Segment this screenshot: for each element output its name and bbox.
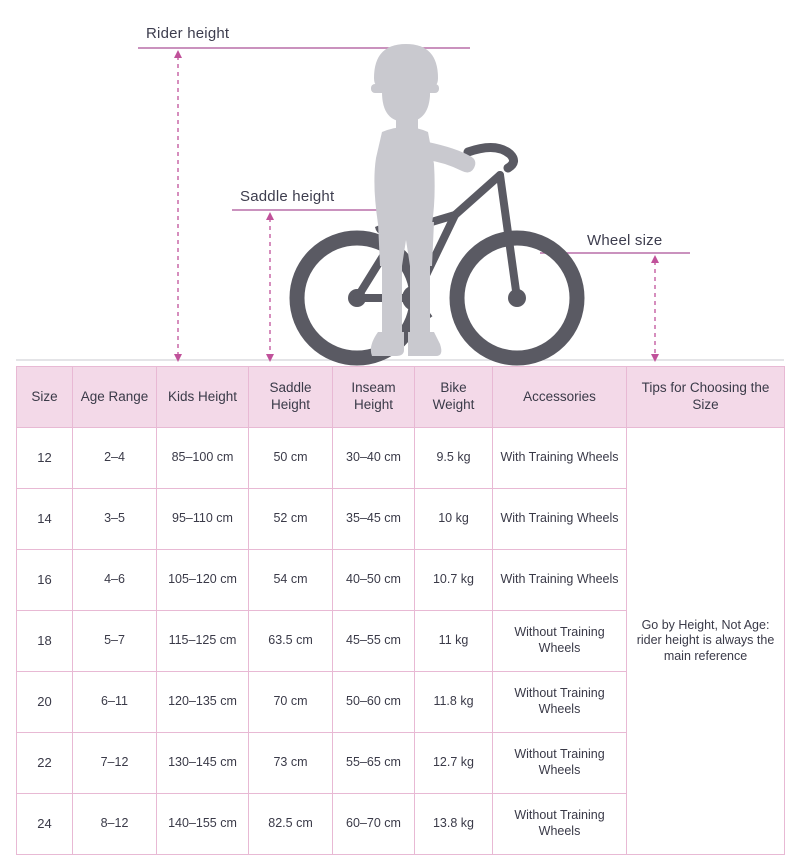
cell-inseam-height: 50–60 cm (333, 672, 415, 733)
wheel-arrow-up (651, 255, 659, 263)
cell-saddle-height: 82.5 cm (249, 794, 333, 855)
cell-age-range: 5–7 (73, 611, 157, 672)
bike-sizing-illustration (0, 0, 800, 368)
cell-inseam-height: 55–65 cm (333, 733, 415, 794)
cell-bike-weight: 11.8 kg (415, 672, 493, 733)
column-header-tips: Tips for Choosing the Size (627, 367, 785, 428)
cell-saddle-height: 63.5 cm (249, 611, 333, 672)
table-row (17, 428, 785, 489)
cell-tips: Go by Height, Not Age: rider height is always the main reference (627, 428, 785, 855)
column-header-accessories: Accessories (493, 367, 627, 428)
cell-bike-weight: 13.8 kg (415, 794, 493, 855)
cell-size: 12 (17, 428, 73, 489)
size-chart-table (16, 366, 785, 855)
cell-accessories: Without Training Wheels (493, 794, 627, 855)
column-header-bike-weight: Bike Weight (415, 367, 493, 428)
cell-bike-weight: 10 kg (415, 489, 493, 550)
cell-saddle-height: 54 cm (249, 550, 333, 611)
column-header-saddle-height: Saddle Height (249, 367, 333, 428)
cell-age-range: 8–12 (73, 794, 157, 855)
cell-age-range: 7–12 (73, 733, 157, 794)
annotation-rider-height: Rider height (146, 25, 230, 42)
cell-bike-weight: 11 kg (415, 611, 493, 672)
cell-age-range: 6–11 (73, 672, 157, 733)
cell-kids-height: 140–155 cm (157, 794, 249, 855)
cell-inseam-height: 40–50 cm (333, 550, 415, 611)
annotation-wheel-size: Wheel size (587, 232, 663, 249)
cell-size: 14 (17, 489, 73, 550)
cell-saddle-height: 70 cm (249, 672, 333, 733)
saddle-arrow-down (266, 354, 274, 362)
table-header-row (17, 367, 785, 428)
cell-accessories: Without Training Wheels (493, 611, 627, 672)
cell-size: 24 (17, 794, 73, 855)
column-header-size: Size (17, 367, 73, 428)
cell-kids-height: 130–145 cm (157, 733, 249, 794)
cell-bike-weight: 9.5 kg (415, 428, 493, 489)
cell-inseam-height: 45–55 cm (333, 611, 415, 672)
cell-accessories: Without Training Wheels (493, 672, 627, 733)
cell-size: 16 (17, 550, 73, 611)
cell-inseam-height: 30–40 cm (333, 428, 415, 489)
cell-bike-weight: 12.7 kg (415, 733, 493, 794)
cell-inseam-height: 35–45 cm (333, 489, 415, 550)
bicycle-graphic (297, 147, 577, 358)
cell-bike-weight: 10.7 kg (415, 550, 493, 611)
cell-inseam-height: 60–70 cm (333, 794, 415, 855)
cell-size: 18 (17, 611, 73, 672)
cell-size: 22 (17, 733, 73, 794)
cell-saddle-height: 50 cm (249, 428, 333, 489)
cell-saddle-height: 52 cm (249, 489, 333, 550)
wheel-arrow-down (651, 354, 659, 362)
cell-size: 20 (17, 672, 73, 733)
cell-age-range: 3–5 (73, 489, 157, 550)
cell-age-range: 4–6 (73, 550, 157, 611)
column-header-age-range: Age Range (73, 367, 157, 428)
cell-accessories: With Training Wheels (493, 428, 627, 489)
cell-saddle-height: 73 cm (249, 733, 333, 794)
cell-kids-height: 105–120 cm (157, 550, 249, 611)
annotation-saddle-height: Saddle height (240, 188, 335, 205)
cell-kids-height: 115–125 cm (157, 611, 249, 672)
cell-accessories: With Training Wheels (493, 489, 627, 550)
cell-accessories: Without Training Wheels (493, 733, 627, 794)
rider-arrow-down (174, 354, 182, 362)
cell-kids-height: 95–110 cm (157, 489, 249, 550)
cell-kids-height: 85–100 cm (157, 428, 249, 489)
cell-accessories: With Training Wheels (493, 550, 627, 611)
cell-kids-height: 120–135 cm (157, 672, 249, 733)
cell-age-range: 2–4 (73, 428, 157, 489)
column-header-inseam-height: Inseam Height (333, 367, 415, 428)
rider-arrow-up (174, 50, 182, 58)
saddle-arrow-up (266, 212, 274, 220)
column-header-kids-height: Kids Height (157, 367, 249, 428)
